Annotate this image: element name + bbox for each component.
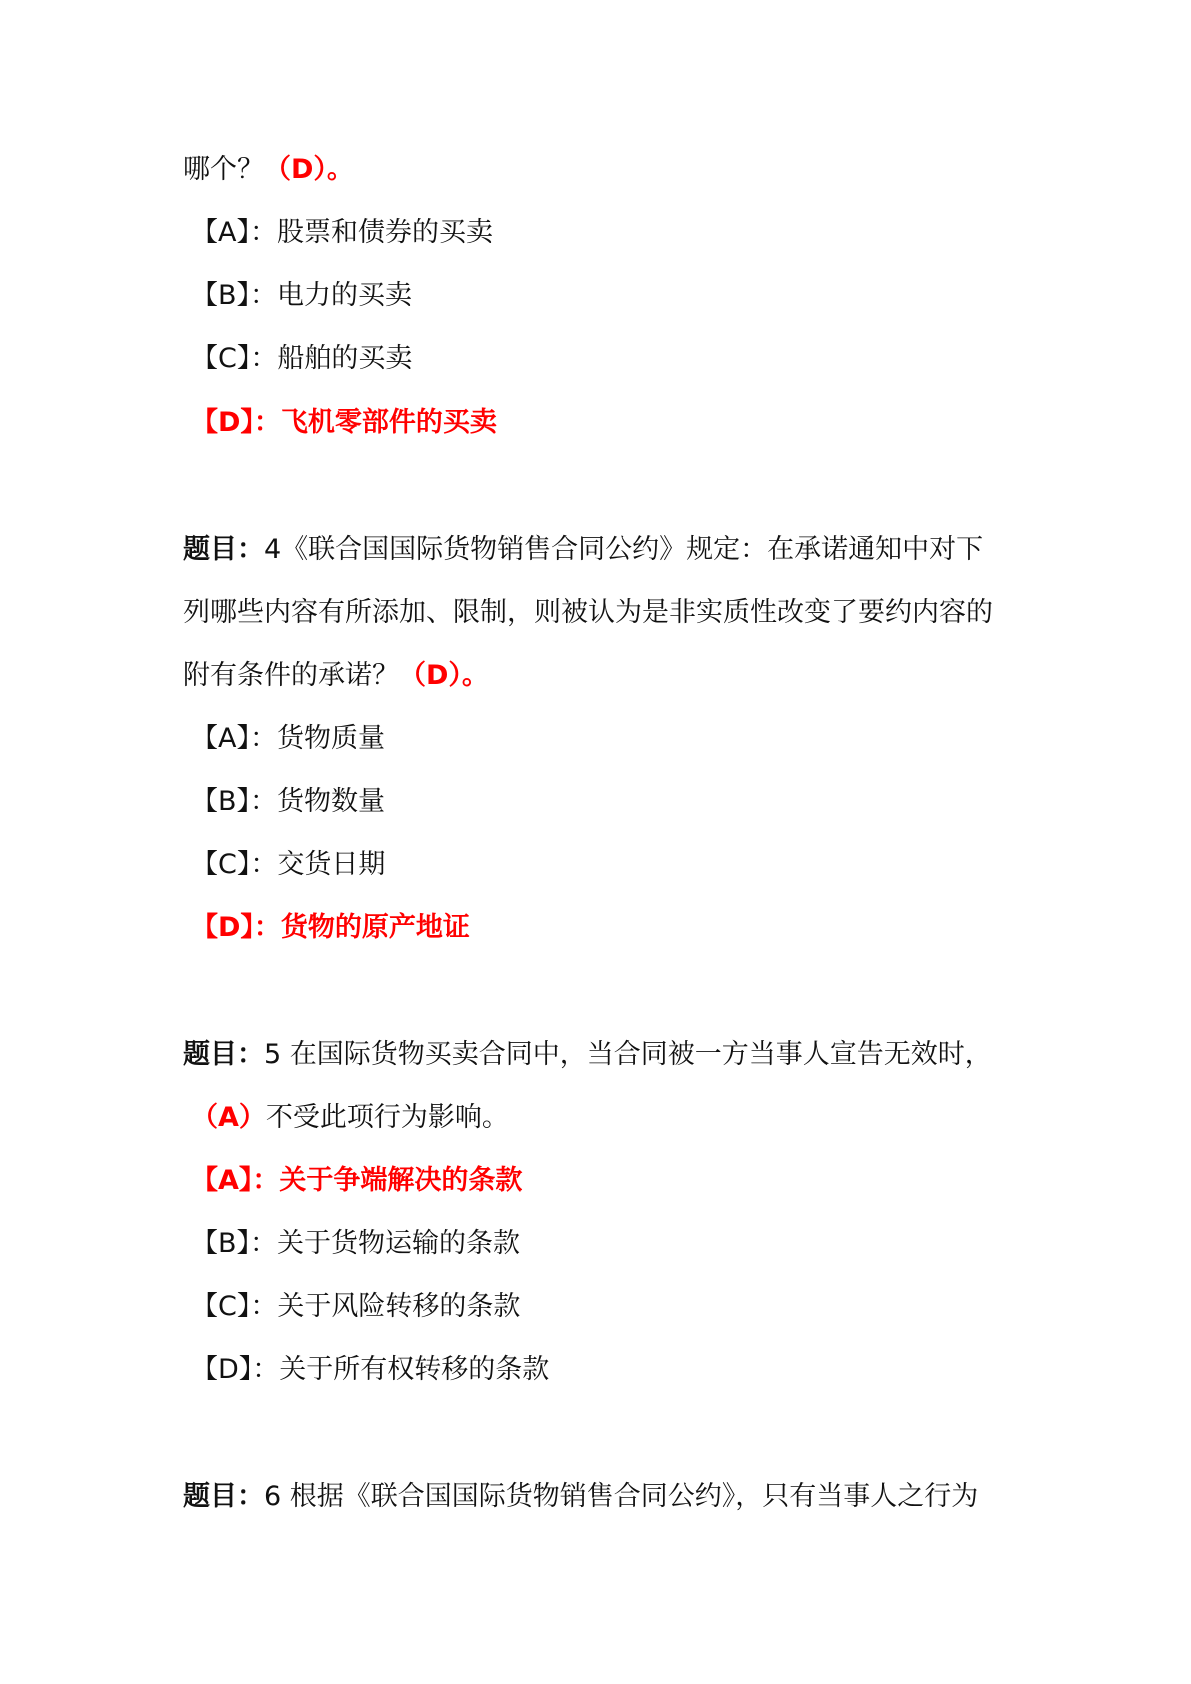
option-a: 【A】：股票和债券的买卖 <box>191 217 493 248</box>
question-text: 5 在国际货物买卖合同中，当合同被一方当事人宣告无效时， <box>264 1039 992 1070</box>
option-d-correct: 【D】：货物的原产地证 <box>191 912 470 943</box>
option-a: 【A】：货物质量 <box>191 723 385 754</box>
option-c: 【C】：船舶的买卖 <box>191 343 413 374</box>
question-5-line-2 <box>191 1100 509 1136</box>
answer-marker: （D）。 <box>264 154 354 185</box>
question-text: 4《联合国国际货物销售合同公约》规定：在承诺通知中对下 <box>264 534 984 565</box>
answer-marker: （A） <box>191 1102 266 1133</box>
option-c: 【C】：交货日期 <box>191 849 386 880</box>
question-4-line-1 <box>183 532 983 568</box>
option-d-correct: 【D】：飞机零部件的买卖 <box>191 407 497 438</box>
question-4-line-3 <box>183 658 489 694</box>
question-3-tail <box>183 152 354 188</box>
option-b: 【B】：关于货物运输的条款 <box>191 1228 521 1259</box>
question-label: 题目： <box>183 1481 264 1512</box>
option-b: 【B】：货物数量 <box>191 786 386 817</box>
question-text: 哪个？ <box>183 154 264 185</box>
question-text: 6 根据《联合国国际货物销售合同公约》，只有当事人之行为 <box>264 1481 979 1512</box>
question-text: 不受此项行为影响。 <box>265 1102 509 1133</box>
option-c: 【C】：关于风险转移的条款 <box>191 1291 521 1322</box>
question-label: 题目： <box>183 534 264 565</box>
option-b: 【B】：电力的买卖 <box>191 280 413 311</box>
question-label: 题目： <box>183 1039 264 1070</box>
question-6-line-1 <box>183 1479 978 1515</box>
question-4-line-2: 列哪些内容有所添加、限制，则被认为是非实质性改变了要约内容的 <box>183 597 993 628</box>
question-5-line-1 <box>183 1037 992 1073</box>
option-a-correct: 【A】：关于争端解决的条款 <box>191 1165 523 1196</box>
question-text: 附有条件的承诺？ <box>183 660 399 691</box>
option-d: 【D】：关于所有权转移的条款 <box>191 1354 550 1385</box>
answer-marker: （D）。 <box>399 660 489 691</box>
